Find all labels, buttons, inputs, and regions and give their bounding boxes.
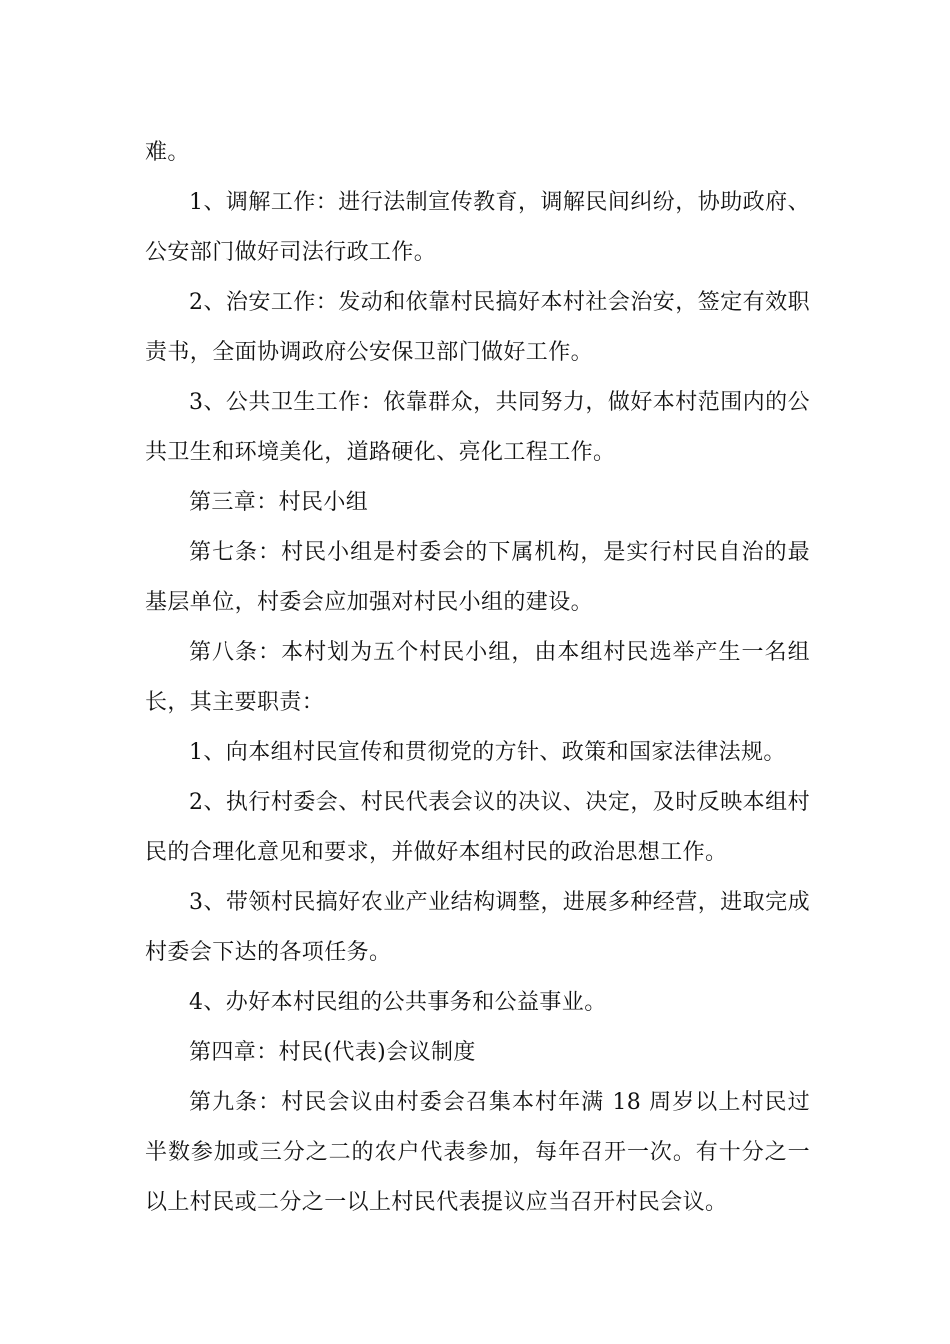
paragraph-public-health-work: 3、公共卫生工作：依靠群众，共同努力，做好本村范围内的公共卫生和环境美化，道路硬化、亮化工程工作。 <box>145 390 810 465</box>
article-8-item-3: 3、带领村民搞好农业产业结构调整，进展多种经营，进取完成村委会下达的各项任务。 <box>145 890 810 965</box>
article-8-item-1: 1、向本组村民宣传和贯彻党的方针、政策和国家法律法规。 <box>189 740 786 765</box>
chapter-heading-3: 第三章：村民小组 <box>189 490 369 515</box>
article-8: 第八条：本村划为五个村民小组，由本组村民选举产生一名组长，其主要职责： <box>145 640 810 715</box>
paragraph-public-security-work: 2、治安工作：发动和依靠村民搞好本村社会治安，签定有效职责书，全面协调政府公安保卫部门做好工作。 <box>145 290 810 365</box>
chapter-heading-4: 第四章：村民(代表)会议制度 <box>189 1040 476 1065</box>
paragraph-mediation-work: 1、调解工作：进行法制宣传教育，调解民间纠纷，协助政府、公安部门做好司法行政工作。 <box>145 190 810 265</box>
article-9: 第九条：村民会议由村委会召集本村年满 18 周岁以上村民过半数参加或三分之二的农户代表参加，每年召开一次。有十分之一以上村民或二分之一以上村民代表提议应当召开村民会议。 <box>145 1090 810 1215</box>
article-8-item-4: 4、办好本村民组的公共事务和公益事业。 <box>189 990 607 1015</box>
document-body <box>145 128 810 1228</box>
article-7: 第七条：村民小组是村委会的下属机构，是实行村民自治的最基层单位，村委会应加强对村民小组的建设。 <box>145 540 810 615</box>
paragraph-continuation: 难。 <box>145 140 190 165</box>
article-8-item-2: 2、执行村委会、村民代表会议的决议、决定，及时反映本组村民的合理化意见和要求，并做好本组村民的政治思想工作。 <box>145 790 810 865</box>
